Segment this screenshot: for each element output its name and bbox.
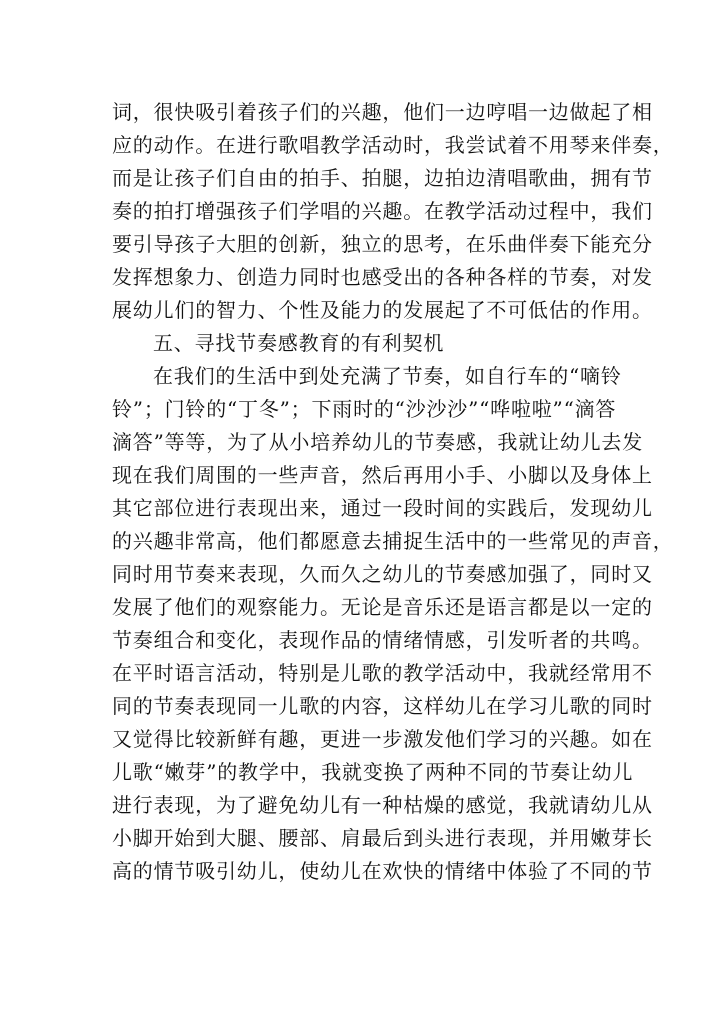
text-line: 铃”；门铃的“丁冬”；下雨时的“沙沙沙”“哗啦啦”“滴答 xyxy=(112,397,617,421)
text-line: 发挥想象力、创造力同时也感受出的各种各样的节奏，对发 xyxy=(112,265,653,289)
text-line: 在我们的生活中到处充满了节奏，如自行车的“嘀铃 xyxy=(153,364,622,388)
text-line: 要引导孩子大胆的创新，独立的思考，在乐曲伴奏下能充分 xyxy=(112,232,653,256)
text-line: 滴答”等等，为了从小培养幼儿的节奏感，我就让幼儿去发 xyxy=(112,430,644,454)
text-line: 在平时语言活动，特别是儿歌的教学活动中，我就经常用不 xyxy=(112,661,653,685)
text-line: 又觉得比较新鲜有趣，更进一步激发他们学习的兴趣。如在 xyxy=(112,727,653,751)
text-line: 同的节奏表现同一儿歌的内容，这样幼儿在学习儿歌的同时 xyxy=(112,694,653,718)
text-line: 其它部位进行表现出来，通过一段时间的实践后，发现幼儿 xyxy=(112,496,653,520)
text-line: 应的动作。在进行歌唱教学活动时，我尝试着不用琴来伴奏， xyxy=(112,133,674,157)
text-line: 而是让孩子们自由的拍手、拍腿，边拍边清唱歌曲，拥有节 xyxy=(112,166,653,190)
text-line: 的兴趣非常高，他们都愿意去捕捉生活中的一些常见的声音， xyxy=(112,529,674,553)
section-heading: 五、寻找节奏感教育的有利契机 xyxy=(153,331,445,355)
body-text xyxy=(112,96,674,888)
text-line: 展幼儿们的智力、个性及能力的发展起了不可低估的作用。 xyxy=(112,298,653,322)
text-line: 发展了他们的观察能力。无论是音乐还是语言都是以一定的 xyxy=(112,595,653,619)
text-line: 小脚开始到大腿、腰部、肩最后到头进行表现，并用嫩芽长 xyxy=(112,826,653,850)
text-line: 奏的拍打增强孩子们学唱的兴趣。在教学活动过程中，我们 xyxy=(112,199,653,223)
text-line: 现在我们周围的一些声音，然后再用小手、小脚以及身体上 xyxy=(112,463,653,487)
text-line: 词，很快吸引着孩子们的兴趣，他们一边哼唱一边做起了相 xyxy=(112,100,653,124)
text-line: 高的情节吸引幼儿，使幼儿在欢快的情绪中体验了不同的节 xyxy=(112,859,653,883)
text-line: 儿歌“嫩芽”的教学中，我就变换了两种不同的节奏让幼儿 xyxy=(112,760,634,784)
text-line: 进行表现，为了避免幼儿有一种枯燥的感觉，我就请幼儿从 xyxy=(112,793,653,817)
text-line: 节奏组合和变化，表现作品的情绪情感，引发听者的共鸣。 xyxy=(112,628,653,652)
text-line: 同时用节奏来表现，久而久之幼儿的节奏感加强了，同时又 xyxy=(112,562,653,586)
